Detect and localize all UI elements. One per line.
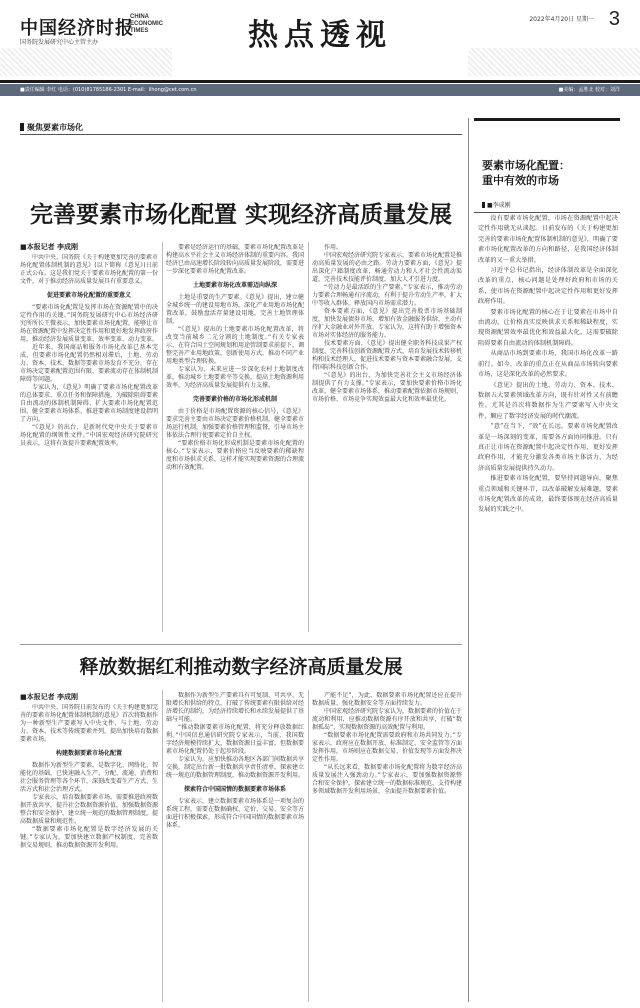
article-paragraph: 习近平总书记指出，经济体制改革是全面深化改革的重点，核心问题是处理好政府和市场的关系，使市场在资源配置中起决定性作用和更好发挥政府作用。	[478, 267, 618, 306]
article-paragraph: “推动数据要素市场化配置，将充分释放数据红利。”中国信息通信研究院专家表示，当前，我国数字经济规模持续扩大，数据资源日益丰富，但数据要素市场化配置仍处于起步阶段。	[166, 724, 304, 755]
issue-date: 2022年4月20日 星期一	[529, 16, 594, 23]
sidebar-divider	[468, 118, 469, 1002]
article-paragraph: “《意见》的出台，是新时代党中央关于要素市场化配置的纲领性文件。”中国宏观经济研究院研究员表示，这将有效提升要素配置效率。	[20, 424, 158, 447]
editor-info: ■责任编辑 李红 电话：(010)81785186-2301 E-mail：lihong@cet.com.cn	[20, 87, 197, 93]
article-paragraph: 专家认为，未来应进一步深化农村土地制度改革，推动城乡土地要素平等交换，提高土地资源利用效率，为经济高质量发展提供有力支撑。	[166, 366, 304, 389]
article-subheading: 构建数据要素市场化配置	[55, 750, 122, 757]
column-divider	[162, 690, 163, 1002]
section-tag: 聚焦要素市场化	[20, 122, 83, 133]
article-paragraph: 作用。	[324, 244, 343, 251]
article-paragraph: “从长远来看，数据要素市场化配置将为数字经济高质量发展注入强劲动力。”专家表示，要加强数据资源整合和安全保护，探索建立统一的数据标准规范，支持构建多领域数据开发利用场景，全面提升数据要素价值。	[312, 764, 462, 795]
article-paragraph: 专家认为，应加快推动各地区各部门间数据共享交换，制定出台新一批数据共享责任清单，探索建立统一规范的数据管理制度，推动数据资源开发利用。	[166, 756, 304, 779]
editor-info-bar	[0, 84, 640, 96]
article-paragraph: 推进要素市场化配置，要坚持问题导向，聚焦重点领域和关键环节，以改革破解发展难题。要素市场化配置改革的成效，最终要体现在经济高质量发展的实践之中。	[478, 475, 618, 514]
article1-byline: ■本报记者 李成刚	[20, 243, 79, 251]
article2-column-3	[312, 692, 462, 1002]
article-paragraph: “《意见》的出台，为加快完善社会主义市场经济体制提供了有力支撑。”专家表示，要加快要素价格市场化改革，健全要素市场体系，推动要素配置依据市场规则、市场价格、市场竞争实现效益最大化和效率最优化。	[312, 372, 462, 403]
masthead	[0, 0, 640, 78]
article-paragraph: 专家表示，建立数据要素市场体系是一项复杂的系统工程，需要在数据确权、定价、交易、安全等方面进行积极探索，形成符合中国国情的数据要素市场体系。	[166, 798, 304, 829]
byline-marker	[482, 202, 485, 208]
article-paragraph: 中共中央、国务院日前发布的《关于构建更加完善的要素市场化配置体制机制的意见》首次将数据作为一种新型生产要素写入中央文件，与土地、劳动力、资本、技术等传统要素并列，提出加快培育数据要素市场。	[20, 704, 158, 743]
article-paragraph: “《意见》提出的土地要素市场化配置改革，将改变当前城乡二元分割的土地制度。”有关专家表示，在符合国土空间规划和用途管制要求前提下，调整完善产业用地政策，创新使用方式，推动不同产业用地类型合理转换。	[166, 326, 304, 365]
article-paragraph: 资本要素方面，《意见》提出完善股票市场基础制度，加快发展债券市场，增加有效金融服务供给，主动有序扩大金融业对外开放。专家认为，这将有助于增强资本市场对实体经济的服务能力。	[312, 308, 462, 339]
article-paragraph: 没有要素市场化配置，市场在资源配置中起决定性作用就无从谈起。日前发布的《关于构建更加完善的要素市场化配置体制机制的意见》，明确了要素市场化配置改革的方向和路径，是我国经济体制改革的又一重大举措。	[478, 215, 618, 264]
commentary-body	[478, 214, 618, 1000]
article1-column-3	[312, 244, 462, 632]
article-paragraph: “数据要素市场化配置需要政府和市场共同发力。”专家表示，政府应在数据开放、标准制定、安全监管等方面发挥作用，市场则应在数据交易、价值发现等方面发挥决定性作用。	[312, 732, 462, 763]
article1-headline: 完善要素市场化配置 实现经济高质量发展	[29, 201, 452, 228]
article-paragraph: “数据要素市场化配置是数字经济发展的关键。”专家认为，要加快建立数据产权制度，完善数据交易规则，推动数据资源开发利用。	[20, 826, 158, 849]
page-number: 3	[608, 8, 620, 30]
article2-byline: ■本报记者 李成刚	[20, 693, 79, 701]
article-paragraph: 近年来，我国商品和服务市场化改革已基本完成，但要素市场化配置仍然相对滞后，土地、劳动力、资本、技术、数据等要素市场发育不充分，存在市场决定要素配置范围有限、要素流动存在体制机制障碍等问题。	[20, 344, 158, 383]
article-paragraph: 数据作为新型生产要素，是数字化、网络化、智能化的基础，已快速融入生产、分配、流通、消费和社会服务管理等各个环节，深刻改变着生产方式、生活方式和社会治理方式。	[20, 762, 158, 793]
article1-column-1	[20, 254, 158, 632]
article2-headline: 释放数据红利推动数字经济高质量发展	[79, 656, 403, 678]
section-rule	[20, 134, 462, 135]
article-paragraph: “要素市场化配置是发挥市场在资源配置中的决定性作用的关键。”国务院发展研究中心市场经济研究所所长王微表示，加快要素市场化配置，能够让市场在资源配置中发挥决定性作用和更好地发挥政府作用，推动经济发展质量变革、效率变革、动力变革。	[20, 304, 158, 343]
page-section-title: 热点透视	[248, 18, 392, 53]
commentary-headline: 要素市场化配置： 重中有效的市场	[482, 159, 570, 187]
article-paragraph: 土地是重要的生产要素。《意见》提出，建立健全城乡统一的建设用地市场，深化产业用地市场化配置改革，鼓励盘活存量建设用地，完善土地管理体制。	[166, 294, 304, 325]
article-paragraph: 专家认为，《意见》明确了要素市场化配置改革的总体要求、重点任务和保障措施，为破除阻碍要素自由流动的体制机制障碍、扩大要素市场化配置范围、健全要素市场体系、推进要素市场制度建设指明了方向。	[20, 384, 158, 423]
column-divider	[308, 690, 309, 1002]
column-divider	[308, 242, 309, 632]
article-paragraph: “要素价格市场化形成机制是要素市场化配置的核心。”专家表示，要素价格应当反映要素的稀缺程度和市场供求关系，这样才能实现要素资源的合理流动和有效配置。	[166, 440, 304, 471]
article-subheading: 探索符合中国国情的数据要素市场体系	[183, 786, 286, 793]
article-subheading: 完善要素价格的市场化形成机制	[192, 396, 277, 403]
article-paragraph: 从商品市场到要素市场，我国市场化改革一路前行。如今，改革的重点正在从商品市场转向要素市场，这是深化改革的必然要求。	[478, 350, 618, 379]
designer-info: ■美编：孟胜北 校对：刘洋	[558, 87, 620, 93]
article2-column-2	[166, 692, 304, 1002]
article-paragraph: 要素市场化配置的核心在于让要素在市场中自由流动，让价格真实反映供求关系和稀缺程度，实现资源配置效率最优化和效益最大化。这需要破除阻碍要素自由流动的体制机制障碍。	[478, 308, 618, 347]
newspaper-logo-english: CHINA ECONOMIC TIMES	[130, 14, 163, 34]
newspaper-sponsor: 国务院发展研究中心主管主办	[20, 39, 99, 46]
article-separator	[20, 644, 462, 645]
article-paragraph: 中国宏观经济研究院专家认为，数据要素的价值在于流动和利用，应推动数据资源有序开放和共享，打破“数据孤岛”，实现数据资源的高效配置与利用。	[312, 708, 462, 731]
article-paragraph: “劳动力是最活跃的生产要素。”专家表示，推动劳动力要素合理畅通有序流动，有利于提升劳动生产率，扩大中等收入群体，释放国内市场需求潜力。	[312, 284, 462, 307]
section-tag-marker	[20, 123, 24, 131]
masthead-rule	[0, 80, 640, 83]
article1-column-2	[166, 244, 304, 632]
newspaper-logo: 中国经济时报	[20, 18, 134, 39]
article-paragraph: “意”在当下，“效”在长远。要素市场化配置改革是一场深刻的变革，需要各方面协同推进。只有真正让市场在资源配置中起决定性作用，更好发挥政府作用，才能充分激发各类市场主体活力，为经济高质量发展提供持久动力。	[478, 423, 618, 472]
column-divider	[162, 242, 163, 632]
article-paragraph: 《意见》提出的土地、劳动力、资本、技术、数据五大要素领域改革方向，既有针对性又有前瞻性。尤其是首次将数据作为生产要素写入中央文件，顺应了数字经济发展的时代潮流。	[478, 381, 618, 420]
article-paragraph: 专家表示，培育数据要素市场，需要推进政府数据开放共享，提升社会数据资源价值，加强数据资源整合和安全保护，建立统一规范的数据管理制度，提高数据质量和规范性。	[20, 794, 158, 825]
commentary-byline: ■李成刚	[482, 200, 511, 209]
article-paragraph: 要素是经济运行的基础，要素市场化配置改革是构建高水平社会主义市场经济体制的重要内容。我国经济已由高速增长阶段转向高质量发展阶段，需要进一步深化要素市场化配置改革。	[166, 244, 304, 275]
article-paragraph: 中共中央、国务院《关于构建更加完善的要素市场化配置体制机制的意见》(以下简称《意见》)日前正式公布。这是我们党关于要素市场化配置的第一份文件，对于推动经济高质量发展具有重要意义。	[20, 254, 158, 285]
article2-column-1	[20, 704, 158, 1002]
article-subheading: 土地要素市场化改革需迈向纵深	[192, 282, 277, 289]
commentary-rule	[474, 212, 620, 213]
article-subheading: 促进要素市场化配置的重要意义	[46, 292, 131, 299]
article-paragraph: 产能不足”，为此，数据要素市场化配置还应在提升数据质量、强化数据安全等方面持续发力。	[312, 692, 462, 707]
article-paragraph: 技术要素方面，《意见》提出健全职务科技成果产权制度，完善科技创新资源配置方式，培育发展技术转移机构和技术经理人，促进技术要素与资本要素融合发展，支持国际科技创新合作。	[312, 340, 462, 371]
article-paragraph: 中国宏观经济研究院专家表示，要素市场化配置是推动高质量发展的必由之路。劳动力要素方面，《意见》提出深化户籍制度改革，畅通劳动力和人才社会性流动渠道，完善技术技能评价制度，加大人才引进力度。	[312, 252, 462, 283]
sidebar-top-rule	[474, 118, 620, 121]
article-paragraph: 由于价格是市场配置资源的核心信号，《意见》要求完善主要由市场决定要素价格机制，健全要素市场运行机制，加强要素价格管理和监督，引导市场主体依法合理行使要素定价自主权。	[166, 408, 304, 439]
article-paragraph: 数据作为新型生产要素具有可复制、可共享、无限增长和供给的特点，打破了传统要素有限供给对经济增长的制约，为经济持续增长和永续发展提供了基础与可能。	[166, 692, 304, 723]
